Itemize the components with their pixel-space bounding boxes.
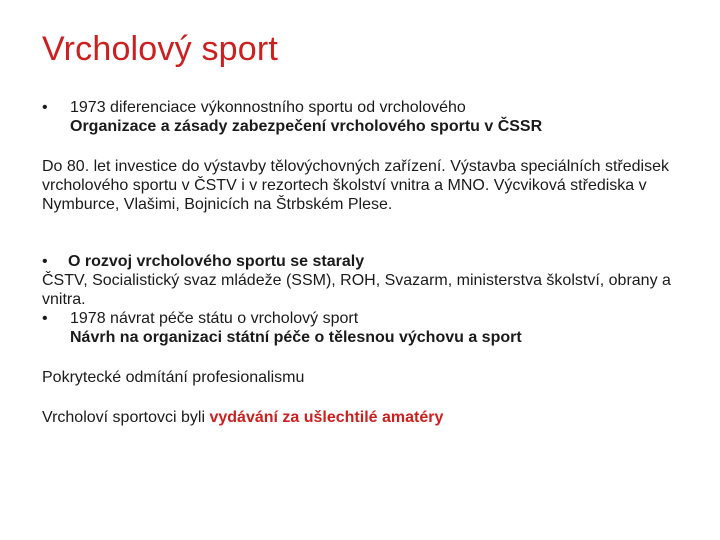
bullet-text: O rozvoj vrcholového sportu se staraly: [68, 253, 365, 270]
bullet-1978-subline: Návrh na organizaci státní péče o tělesnou výchovu a sport: [70, 329, 522, 346]
amateurs-highlight: vydávání za ušlechtilé amatéry: [209, 409, 444, 426]
bullet-dot: •: [42, 310, 48, 327]
bullet-dot: •: [42, 253, 48, 270]
slide-body: [42, 98, 682, 427]
bullet-dot: •: [42, 99, 48, 116]
bullet-1973-subline: Organizace a zásady zabezpečení vrcholového sportu v ČSSR: [70, 118, 543, 135]
bullet-rozvoj: [42, 252, 682, 271]
paragraph-investments: Do 80. let investice do výstavby tělovýchovných zařízení. Výstavba speciálních středisek vrcholového sportu v ČSTV i v rezortech školství vnitra a MNO. Výcviková střediska v Nymburce, Vlašimi, Bojnicích na Štrbském Plese.: [42, 158, 669, 213]
bullet-text: 1973 diferenciace výkonnostního sportu od vrcholového: [70, 99, 466, 116]
paragraph-organizations: ČSTV, Socialistický svaz mládeže (SSM), ROH, Svazarm, ministerstva školství, obrany a vnitra.: [42, 272, 671, 308]
bullet-1973: [42, 98, 682, 117]
slide-title: Vrcholový sport: [42, 30, 279, 68]
paragraph-amateurs: [42, 408, 682, 427]
bullet-text: 1978 návrat péče státu o vrcholový sport: [70, 310, 359, 327]
bullet-1978: [42, 309, 682, 328]
paragraph-professionalism: Pokrytecké odmítání profesionalismu: [42, 369, 305, 386]
amateurs-prefix: Vrcholoví sportovci byli: [42, 409, 210, 426]
